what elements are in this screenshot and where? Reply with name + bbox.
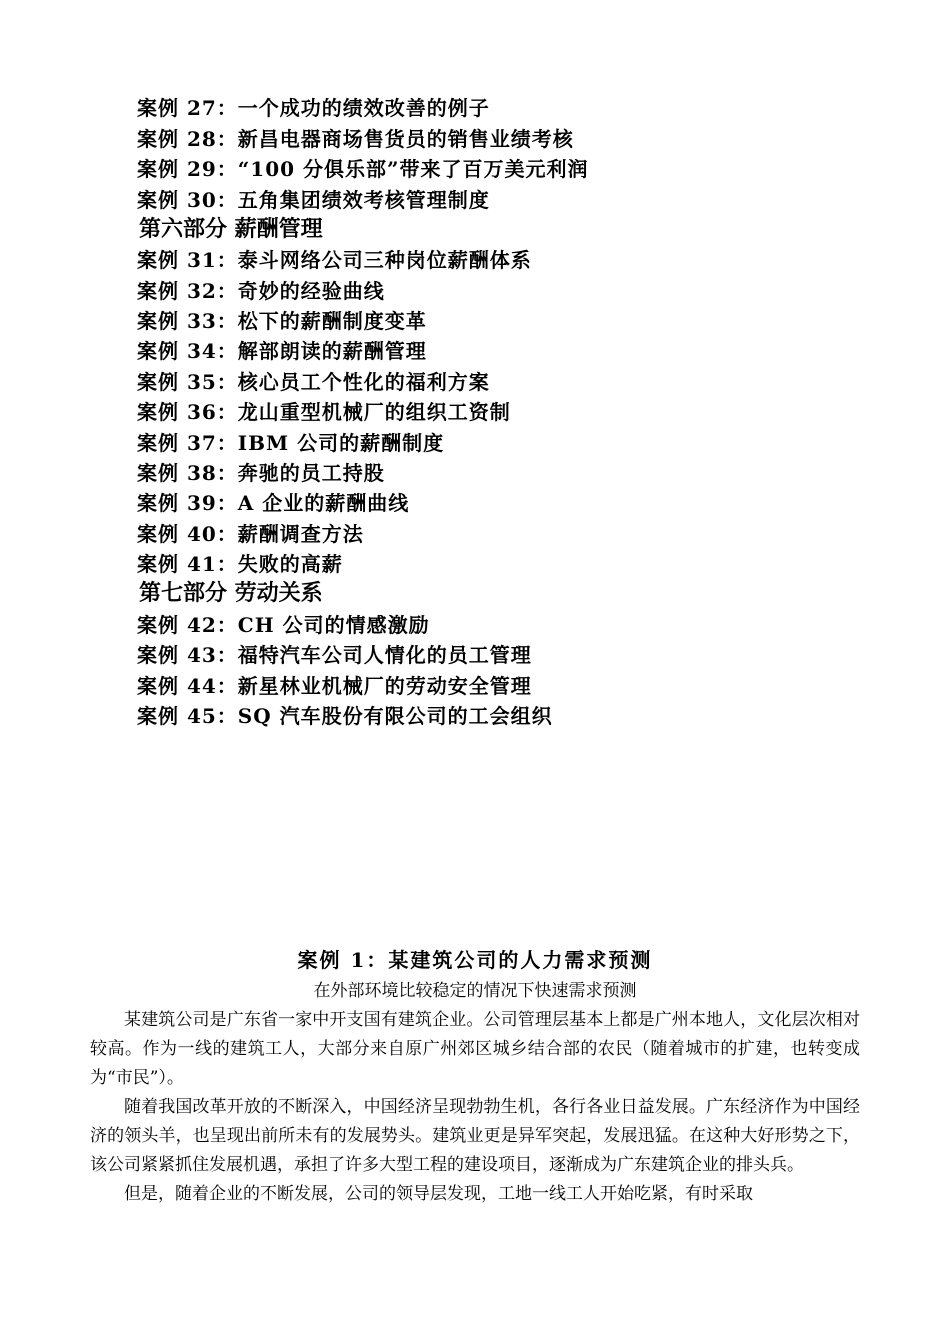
toc-item-case-30: 案例 30：五角集团绩效考核管理制度 [137,188,490,212]
toc-item-case-41: 案例 41：失败的高薪 [137,552,343,576]
case-body [90,1006,860,1209]
body-paragraph: 某建筑公司是广东省一家中开支国有建筑企业。公司管理层基本上都是广州本地人，文化层次相对较高。作为一线的建筑工人，大部分来自原广州郊区城乡结合部的农民（随着城市的扩建，也转变成为“市民”）。 [90,1010,860,1088]
toc-item-case-32: 案例 32：奇妙的经验曲线 [137,279,385,303]
case-title: 案例 1：某建筑公司的人力需求预测 [297,948,653,972]
toc-item-case-36: 案例 36：龙山重型机械厂的组织工资制 [137,400,511,424]
body-paragraph: 随着我国改革开放的不断深入，中国经济呈现勃勃生机，各行各业日益发展。广东经济作为中国经济的领头羊，也呈现出前所未有的发展势头。建筑业更是异军突起，发展迅猛。在这种大好形势之下，该公司紧紧抓住发展机遇，承担了许多大型工程的建设项目，逐渐成为广东建筑企业的排头兵。 [90,1097,860,1175]
case-subtitle: 在外部环境比较稳定的情况下快速需求预测 [313,981,637,1001]
toc-item-case-45: 案例 45：SQ 汽车股份有限公司的工会组织 [137,704,553,728]
toc-item-case-42: 案例 42：CH 公司的情感激励 [137,613,430,637]
toc-item-case-38: 案例 38：奔驰的员工持股 [137,461,385,485]
toc-item-case-29: 案例 29：“100 分俱乐部”带来了百万美元利润 [137,157,589,181]
body-paragraph: 但是，随着企业的不断发展，公司的领导层发现，工地一线工人开始吃紧，有时采取 [124,1184,753,1204]
section-heading-part-6: 第六部分 薪酬管理 [139,217,323,242]
toc-item-case-27: 案例 27：一个成功的绩效改善的例子 [137,96,490,120]
toc-item-case-34: 案例 34：解部朗读的薪酬管理 [137,339,427,363]
toc-item-case-31: 案例 31：泰斗网络公司三种岗位薪酬体系 [137,248,532,272]
toc-item-case-39: 案例 39：A 企业的薪酬曲线 [137,491,410,515]
toc-item-case-44: 案例 44：新星林业机械厂的劳动安全管理 [137,674,532,698]
toc-item-case-35: 案例 35：核心员工个性化的福利方案 [137,370,490,394]
toc-item-case-28: 案例 28：新昌电器商场售货员的销售业绩考核 [137,127,574,151]
toc-item-case-37: 案例 37：IBM 公司的薪酬制度 [137,431,445,455]
toc-item-case-43: 案例 43：福特汽车公司人情化的员工管理 [137,643,532,667]
toc-item-case-33: 案例 33：松下的薪酬制度变革 [137,309,427,333]
toc-item-case-40: 案例 40：薪酬调查方法 [137,522,364,546]
section-heading-part-7: 第七部分 劳动关系 [139,581,323,606]
